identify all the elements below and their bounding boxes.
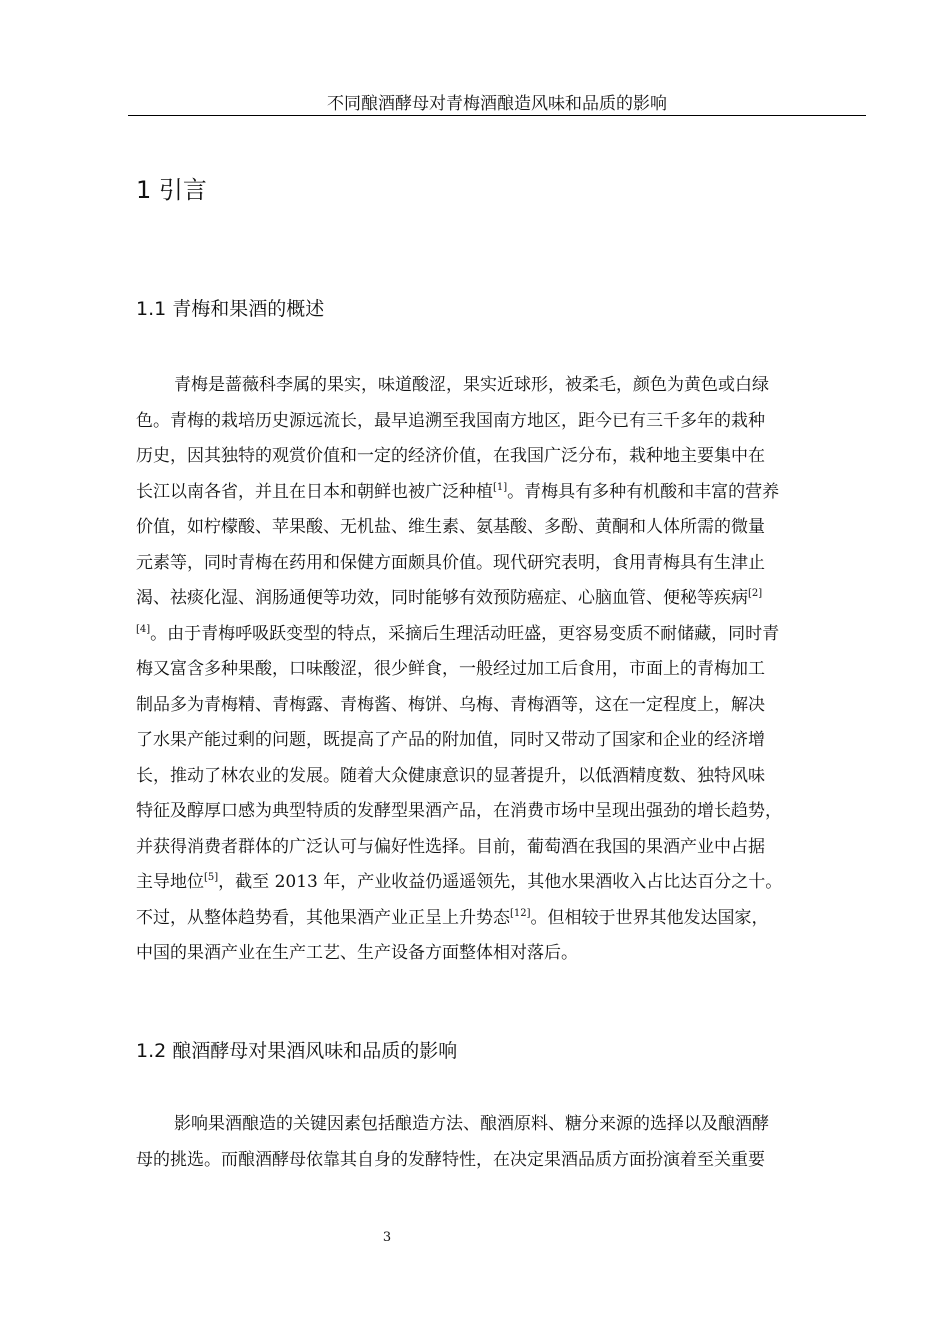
text-line: [136, 901, 856, 937]
subsection-heading-1-2: [136, 1038, 457, 1064]
text-line: 并获得消费者群体的广泛认可与偏好性选择。目前，葡萄酒在我国的果酒产业中占据: [136, 836, 765, 857]
text-line: 母的挑选。而酿酒酵母依靠其自身的发酵特性，在决定果酒品质方面扮演着至关重要: [136, 1149, 765, 1170]
text-run: 主导地位: [136, 872, 204, 892]
citation-ref: [1]: [493, 481, 508, 493]
text-line: 制品多为青梅精、青梅露、青梅酱、梅饼、乌梅、青梅酒等，这在一定程度上，解决: [136, 694, 765, 715]
text-line: [136, 581, 856, 617]
text-line: 青梅是蔷薇科李属的果实，味道酸涩，果实近球形，被柔毛，颜色为黄色或白绿: [174, 375, 769, 395]
text-line: [136, 617, 856, 653]
citation-ref: [5]: [204, 872, 219, 883]
citation-ref: [12]: [510, 907, 531, 919]
subsection-title: 青梅和果酒的概述: [172, 298, 325, 320]
section-heading: [136, 174, 207, 206]
page-number: 3: [382, 1230, 392, 1245]
subsection-number: 1.1: [136, 298, 167, 320]
text-line: 了水果产能过剩的问题，既提高了产品的附加值，同时又带动了国家和企业的经济增: [136, 730, 765, 750]
citation-ref: [2]: [748, 588, 763, 599]
text-line: 影响果酒酿造的关键因素包括酿造方法、酿酒原料、糖分来源的选择以及酿酒酵: [174, 1114, 769, 1134]
text-line: 长，推动了林农业的发展。随着大众健康意识的显著提升，以低酒精度数、独特风味: [136, 765, 765, 786]
running-header: 不同酿酒酵母对青梅酒酿造风味和品质的影响: [327, 94, 667, 114]
text-line: 梅又富含多种果酸，口味酸涩，很少鲜食，一般经过加工后食用，市面上的青梅加工: [136, 659, 765, 679]
text-line: 元素等，同时青梅在药用和保健方面颇具价值。现代研究表明，食用青梅具有生津止: [136, 552, 765, 573]
text-line: [136, 475, 856, 511]
text-line: 色。青梅的栽培历史源远流长，最早追溯至我国南方地区，距今已有三千多年的栽种: [136, 410, 765, 431]
text-line: [136, 865, 856, 901]
paragraph-2: [136, 1107, 856, 1178]
text-run: 。青梅具有多种有机酸和丰富的营养: [507, 481, 780, 502]
text-run: 不过，从整体趋势看，其他果酒产业正呈上升势态: [136, 907, 510, 928]
citation-ref: [4]: [136, 623, 151, 635]
subsection-title: 酿酒酵母对果酒风味和品质的影响: [172, 1040, 458, 1062]
text-run: 长江以南各省，并且在日本和朝鲜也被广泛种植: [136, 481, 493, 502]
text-line: 特征及醇厚口感为典型特质的发酵型果酒产品，在消费市场中呈现出强劲的增长趋势，: [136, 801, 782, 821]
text-line: 中国的果酒产业在生产工艺、生产设备方面整体相对落后。: [136, 943, 578, 963]
text-line: 历史，因其独特的观赏价值和一定的经济价值，在我国广泛分布，栽种地主要集中在: [136, 446, 765, 466]
section-title: 引言: [158, 176, 207, 204]
header-rule: [128, 115, 866, 116]
text-line: 价值，如柠檬酸、苹果酸、无机盐、维生素、氨基酸、多酚、黄酮和人体所需的微量: [136, 517, 765, 537]
text-run: 。由于青梅呼吸跃变型的特点，采摘后生理活动旺盛，更容易变质不耐储藏，同时青: [150, 623, 780, 644]
text-run: 。但相较于世界其他发达国家，: [530, 907, 769, 928]
subsection-number: 1.2: [136, 1040, 167, 1062]
section-number: 1: [136, 176, 152, 204]
subsection-heading-1-1: [136, 296, 324, 322]
text-run: ，截至 2013 年，产业收益仍遥遥领先，其他水果酒收入占比达百分之十。: [218, 872, 783, 892]
text-run: 渴、祛痰化湿、润肠通便等功效，同时能够有效预防癌症、心脑血管、便秘等疾病: [136, 588, 748, 608]
paragraph-1: [136, 368, 856, 972]
